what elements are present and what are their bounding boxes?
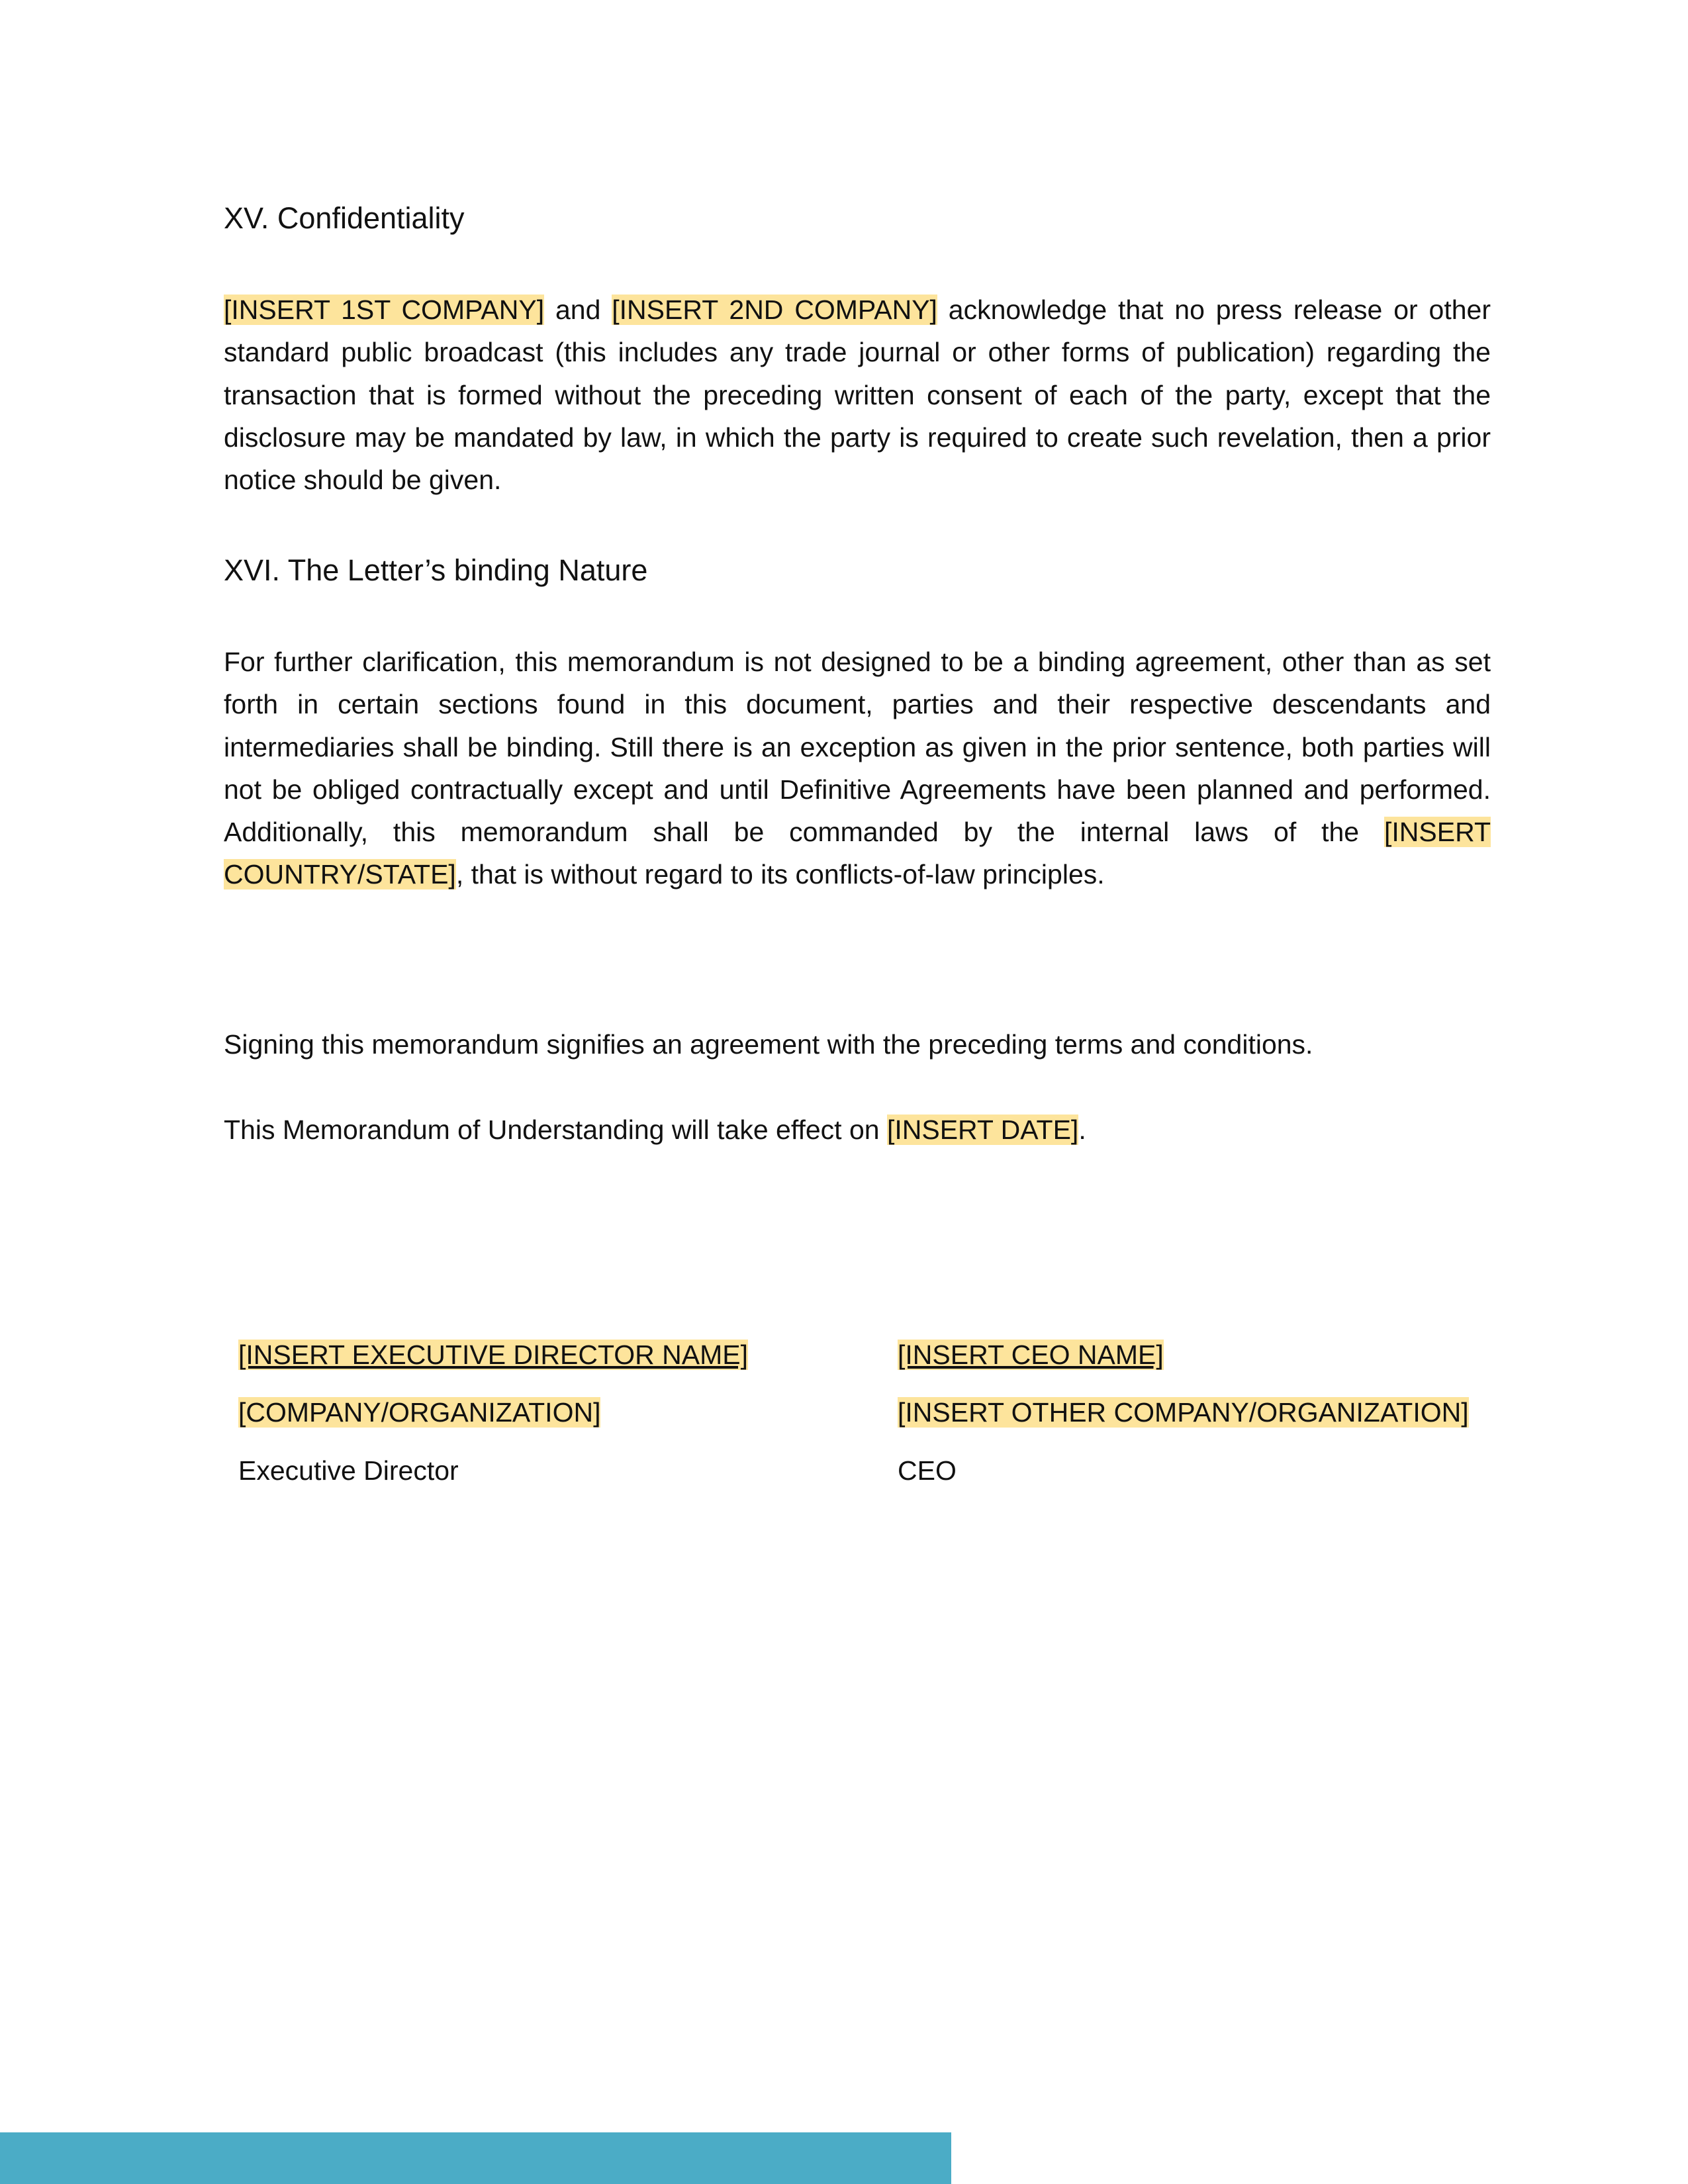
- right-organization-line: [898, 1392, 1469, 1432]
- ceo-name-placeholder[interactable]: [INSERT CEO NAME]: [898, 1340, 1164, 1370]
- section-16-paragraph: [224, 641, 1491, 896]
- footer-accent-bar: [0, 2132, 951, 2184]
- section-15-paragraph: [224, 289, 1491, 501]
- ceo-name-line: [898, 1335, 1164, 1375]
- executive-director-name-placeholder[interactable]: [INSERT EXECUTIVE DIRECTOR NAME]: [238, 1340, 749, 1370]
- section-15-body: acknowledge that no press release or other standard public broadcast (this includes any trade journal or other forms of publication) regarding the transaction that is formed without the preceding written consent of each of the party, except that the disclosure may be mandated by law, in which the party is required to create such revelation, then a prior notice should be given.: [224, 295, 1491, 496]
- and-text: and: [544, 295, 612, 325]
- effective-period: .: [1078, 1115, 1086, 1145]
- section-16-heading: XVI. The Letter’s binding Nature: [224, 553, 648, 587]
- ceo-title: CEO: [898, 1455, 957, 1486]
- executive-director-name-line: [238, 1335, 748, 1375]
- company-2-placeholder[interactable]: [INSERT 2ND COMPANY]: [612, 295, 937, 325]
- country-state-placeholder[interactable]: [INSERT COUNTRY/STATE]: [224, 817, 1491, 890]
- effective-date-statement: [224, 1109, 1086, 1151]
- left-organization-line: [238, 1392, 600, 1432]
- company-1-placeholder[interactable]: [INSERT 1ST COMPANY]: [224, 295, 545, 325]
- other-company-organization-placeholder[interactable]: [INSERT OTHER COMPANY/ORGANIZATION]: [898, 1397, 1469, 1428]
- executive-director-title: Executive Director: [238, 1455, 459, 1486]
- section-16-body-end: , that is without regard to its conflicts-of-law principles.: [455, 859, 1105, 890]
- date-placeholder[interactable]: [INSERT DATE]: [886, 1115, 1079, 1145]
- effective-text: This Memorandum of Understanding will take effect on: [224, 1115, 887, 1145]
- section-16-body: For further clarification, this memorandum is not designed to be a binding agreement, other than as set forth in certain sections found in this document, parties and their respective descendants and intermediaries shall be binding. Still there is an exception as given in the prior sentence, both parties will not be obliged contractually except and until Definitive Agreements have been planned and performed. Additionally, this memorandum shall be commanded by the internal laws of the: [224, 647, 1491, 848]
- section-15-heading: XV. Confidentiality: [224, 201, 465, 235]
- company-organization-placeholder[interactable]: [COMPANY/ORGANIZATION]: [238, 1397, 601, 1428]
- signing-statement: Signing this memorandum signifies an agreement with the preceding terms and conditions.: [224, 1029, 1313, 1060]
